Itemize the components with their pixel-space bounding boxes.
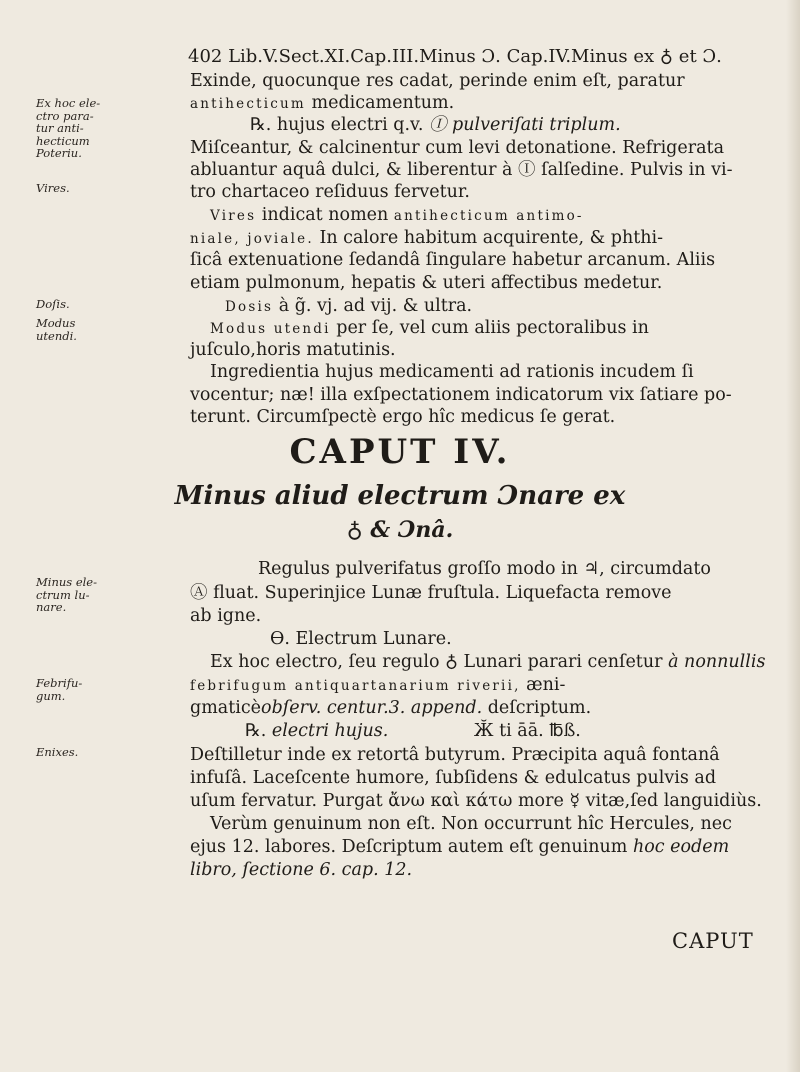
margin-note: Minus ele- ctrum lu- nare. (36, 575, 97, 614)
text-line: Dosis à g̃. vj. ad vij. & ultra. (225, 296, 473, 316)
text-line: uſum fervatur. Purgat ἄνω καὶ κάτω more ☿ vitæ,ſed languidiùs. (190, 791, 762, 811)
text-line: ℞. electri hujus. Ӂ ti āā. ℔ß. (245, 721, 581, 741)
text-line: Regulus pulverifatus groſſo modo in ♃, circumdato (258, 559, 711, 579)
margin-note: Modus utendi. (36, 316, 77, 343)
text-line: Deſtilletur inde ex retortâ butyrum. Præcipita aquâ fontanâ (190, 745, 720, 765)
text-line: Miſceantur, & calcinentur cum levi detonatione. Refrigerata (190, 138, 724, 158)
text-line: tro chartaceo reſiduus fervetur. (190, 182, 470, 202)
text-line: Ex hoc electro, ſeu regulo ♁ Lunari parari cenſetur à nonnullis (210, 652, 766, 672)
text-line: libro, ſectione 6. cap. 12. (190, 860, 413, 880)
chapter-title: CAPUT IV. (289, 432, 511, 472)
chapter-subtitle: Minus aliud electrum Ɔnare ex (174, 481, 626, 511)
text-line: ℞. hujus electri q.v. Ⓘ pulveriſati triplum. (250, 115, 621, 135)
running-header: 402 Lib.V.Sect.XI.Cap.III.Minus Ɔ. Cap.IV.Minus ex ♁ et Ɔ. (188, 46, 722, 67)
margin-note: Enixes. (36, 745, 79, 759)
text-line: ſicâ extenuatione ſedandâ ſingulare habetur arcanum. Aliis (190, 250, 716, 270)
text-line: Ⓐ fluat. Superinjice Lunæ fruſtula. Liquefacta remove (190, 583, 672, 603)
text-line: niale, joviale. In calore habitum acquirente, & phthi- (190, 228, 664, 248)
text-line: febrifugum antiquartanarium riverii, æni- (190, 675, 566, 695)
text-line: Ingredientia hujus medicamenti ad rationis incudem ſi (210, 362, 694, 382)
text-line: Ɵ. Electrum Lunare. (270, 629, 452, 649)
margin-note: Ex hoc ele- ctro para- tur anti- hecticum Poteriu. (36, 96, 101, 160)
text-line: Verùm genuinum non eſt. Non occurrunt hîc Hercules, nec (210, 814, 732, 834)
text-line: Modus utendi per ſe, vel cum aliis pectoralibus in (210, 318, 649, 338)
margin-note: Doſis. (36, 297, 70, 311)
text-line: vocentur; næ! illa exſpectationem indicatorum vix ſatiare po- (190, 385, 732, 405)
text-line: abluantur aquâ dulci, & liberentur à Ⓘ ſalſedine. Pulvis in vi- (190, 160, 733, 180)
text-line: ejus 12. labores. Deſcriptum autem eſt genuinum hoc eodem (190, 837, 730, 857)
text-line: antihecticum medicamentum. (190, 93, 455, 113)
chapter-symbols: ♁ & Ɔnâ. (346, 517, 454, 543)
text-line: juſculo,horis matutinis. (190, 340, 396, 360)
text-line: Vires indicat nomen antihecticum antimo- (210, 205, 584, 225)
text-line: terunt. Circumſpectè ergo hîc medicus ſe gerat. (190, 407, 616, 427)
page-edge-shadow (786, 0, 800, 1072)
catchword: CAPUT (672, 929, 754, 953)
text-line: ab igne. (190, 606, 262, 626)
margin-note: Febrifu- gum. (36, 676, 83, 703)
text-line: infuſâ. Laceſcente humore, ſubſidens & edulcatus pulvis ad (190, 768, 717, 788)
text-line: gmaticèobſerv. centur.3. append. deſcriptum. (190, 698, 592, 718)
margin-note: Vires. (36, 181, 70, 195)
text-line: etiam pulmonum, hepatis & uteri affectibus medetur. (190, 273, 663, 293)
text-line: Exinde, quocunque res cadat, perinde enim eſt, paratur (190, 71, 685, 91)
